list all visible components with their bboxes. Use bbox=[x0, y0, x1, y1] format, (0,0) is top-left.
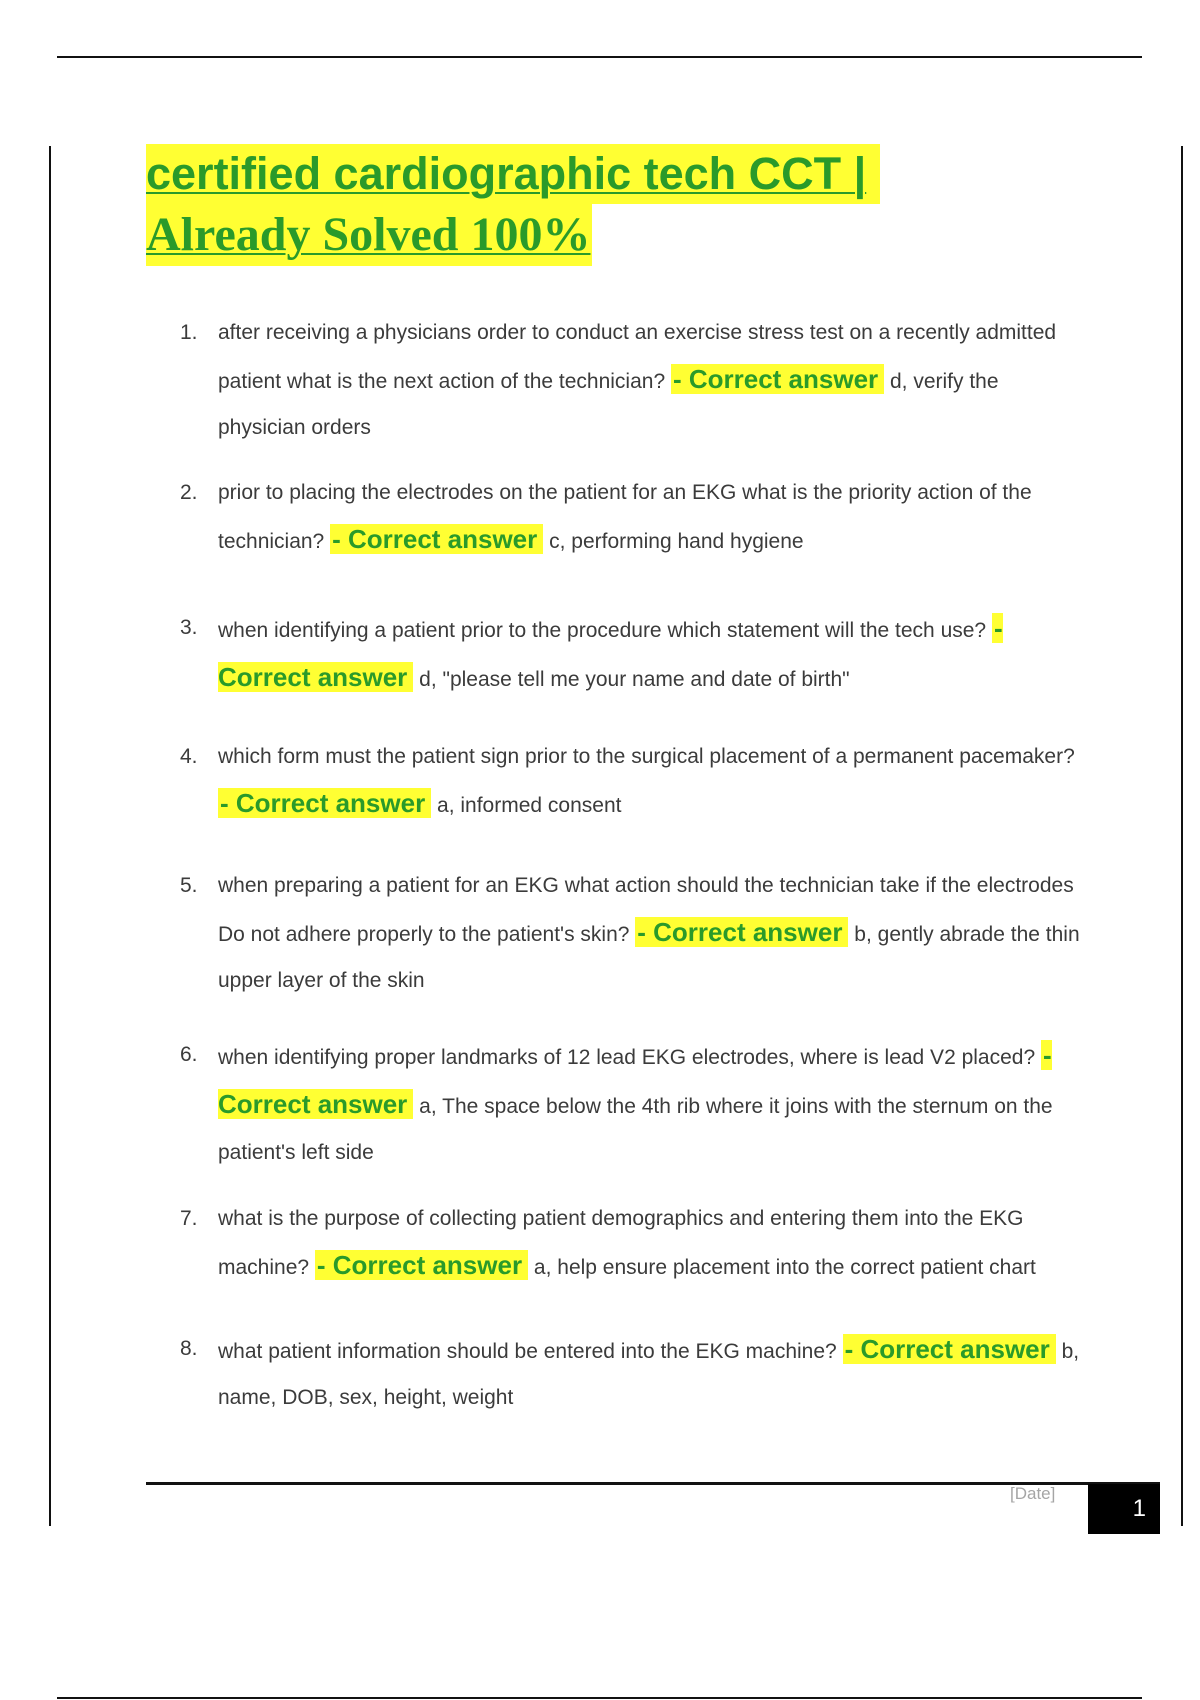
question-text: which form must the patient sign prior to the surgical placement of a permanent pacemaker? bbox=[218, 745, 1075, 768]
title-line-2: Already Solved 100% bbox=[146, 204, 592, 266]
answer-text: b, name, DOB, sex, height, weight bbox=[218, 1340, 1080, 1409]
answer-text: c, performing hand hygiene bbox=[543, 530, 804, 553]
footer-date-placeholder: [Date] bbox=[1010, 1484, 1056, 1503]
question-item bbox=[180, 1196, 1085, 1291]
question-number: 8. bbox=[180, 1337, 198, 1360]
question-body bbox=[218, 605, 1085, 703]
question-number: 6. bbox=[180, 1043, 198, 1066]
question-item bbox=[180, 734, 1085, 829]
correct-answer-label: - Correct answer bbox=[218, 1040, 1052, 1119]
question-number: 1. bbox=[180, 321, 198, 344]
bottom-rule bbox=[57, 1697, 1142, 1699]
correct-answer-label: - Correct answer bbox=[635, 917, 848, 947]
question-body bbox=[218, 734, 1085, 829]
question-text: after receiving a physicians order to conduct an exercise stress test on a recently admitted patient what is the next action of the technician? bbox=[218, 321, 1057, 393]
page-number-box bbox=[1088, 1484, 1160, 1534]
correct-answer-label: - Correct answer bbox=[843, 1334, 1056, 1364]
question-body bbox=[218, 1326, 1085, 1421]
correct-answer-label: - Correct answer bbox=[315, 1250, 528, 1280]
question-item bbox=[180, 605, 1085, 703]
correct-answer-label: - Correct answer bbox=[218, 788, 431, 818]
correct-answer-label: - Correct answer bbox=[330, 524, 543, 554]
answer-text: a, informed consent bbox=[431, 794, 622, 817]
footer-rule bbox=[146, 1482, 1160, 1485]
question-body bbox=[218, 470, 1085, 565]
question-number: 3. bbox=[180, 616, 198, 639]
document-title bbox=[146, 144, 880, 266]
question-text: what is the purpose of collecting patient demographics and entering them into the EKG machine? bbox=[218, 1207, 1024, 1279]
question-text: prior to placing the electrodes on the patient for an EKG what is the priority action of the technician? bbox=[218, 481, 1032, 553]
answer-text: d, verify the physician orders bbox=[218, 370, 999, 439]
question-item bbox=[180, 1326, 1085, 1421]
question-item bbox=[180, 1032, 1085, 1176]
answer-text: b, gently abrade the thin upper layer of the skin bbox=[218, 923, 1080, 992]
answer-text: a, The space below the 4th rib where it joins with the sternum on the patient's left side bbox=[218, 1095, 1053, 1164]
question-body bbox=[218, 863, 1085, 1004]
question-number: 5. bbox=[180, 874, 198, 897]
correct-answer-label: - Correct answer bbox=[218, 613, 1003, 692]
title-line-1: certified cardiographic tech CCT | bbox=[146, 144, 880, 204]
question-number: 2. bbox=[180, 481, 198, 504]
page-number: 1 bbox=[1132, 1495, 1146, 1522]
page-border-right bbox=[1181, 146, 1183, 1526]
question-item bbox=[180, 310, 1085, 451]
question-item bbox=[180, 863, 1085, 1004]
question-number: 4. bbox=[180, 745, 198, 768]
question-text: when preparing a patient for an EKG what action should the technician take if the electrodes Do not adhere properly to the patient's skin? bbox=[218, 874, 1074, 946]
question-item bbox=[180, 470, 1085, 565]
question-body bbox=[218, 1196, 1085, 1291]
top-rule bbox=[57, 56, 1142, 58]
question-text: when identifying a patient prior to the procedure which statement will the tech use? bbox=[218, 619, 992, 642]
question-text: what patient information should be entered into the EKG machine? bbox=[218, 1340, 843, 1363]
page-border-left bbox=[49, 146, 51, 1526]
correct-answer-label: - Correct answer bbox=[671, 364, 884, 394]
question-number: 7. bbox=[180, 1207, 198, 1230]
question-body bbox=[218, 1032, 1085, 1176]
question-text: when identifying proper landmarks of 12 lead EKG electrodes, where is lead V2 placed? bbox=[218, 1046, 1041, 1069]
question-body bbox=[218, 310, 1085, 451]
answer-text: d, "please tell me your name and date of birth" bbox=[413, 668, 850, 691]
answer-text: a, help ensure placement into the correct patient chart bbox=[528, 1256, 1036, 1279]
